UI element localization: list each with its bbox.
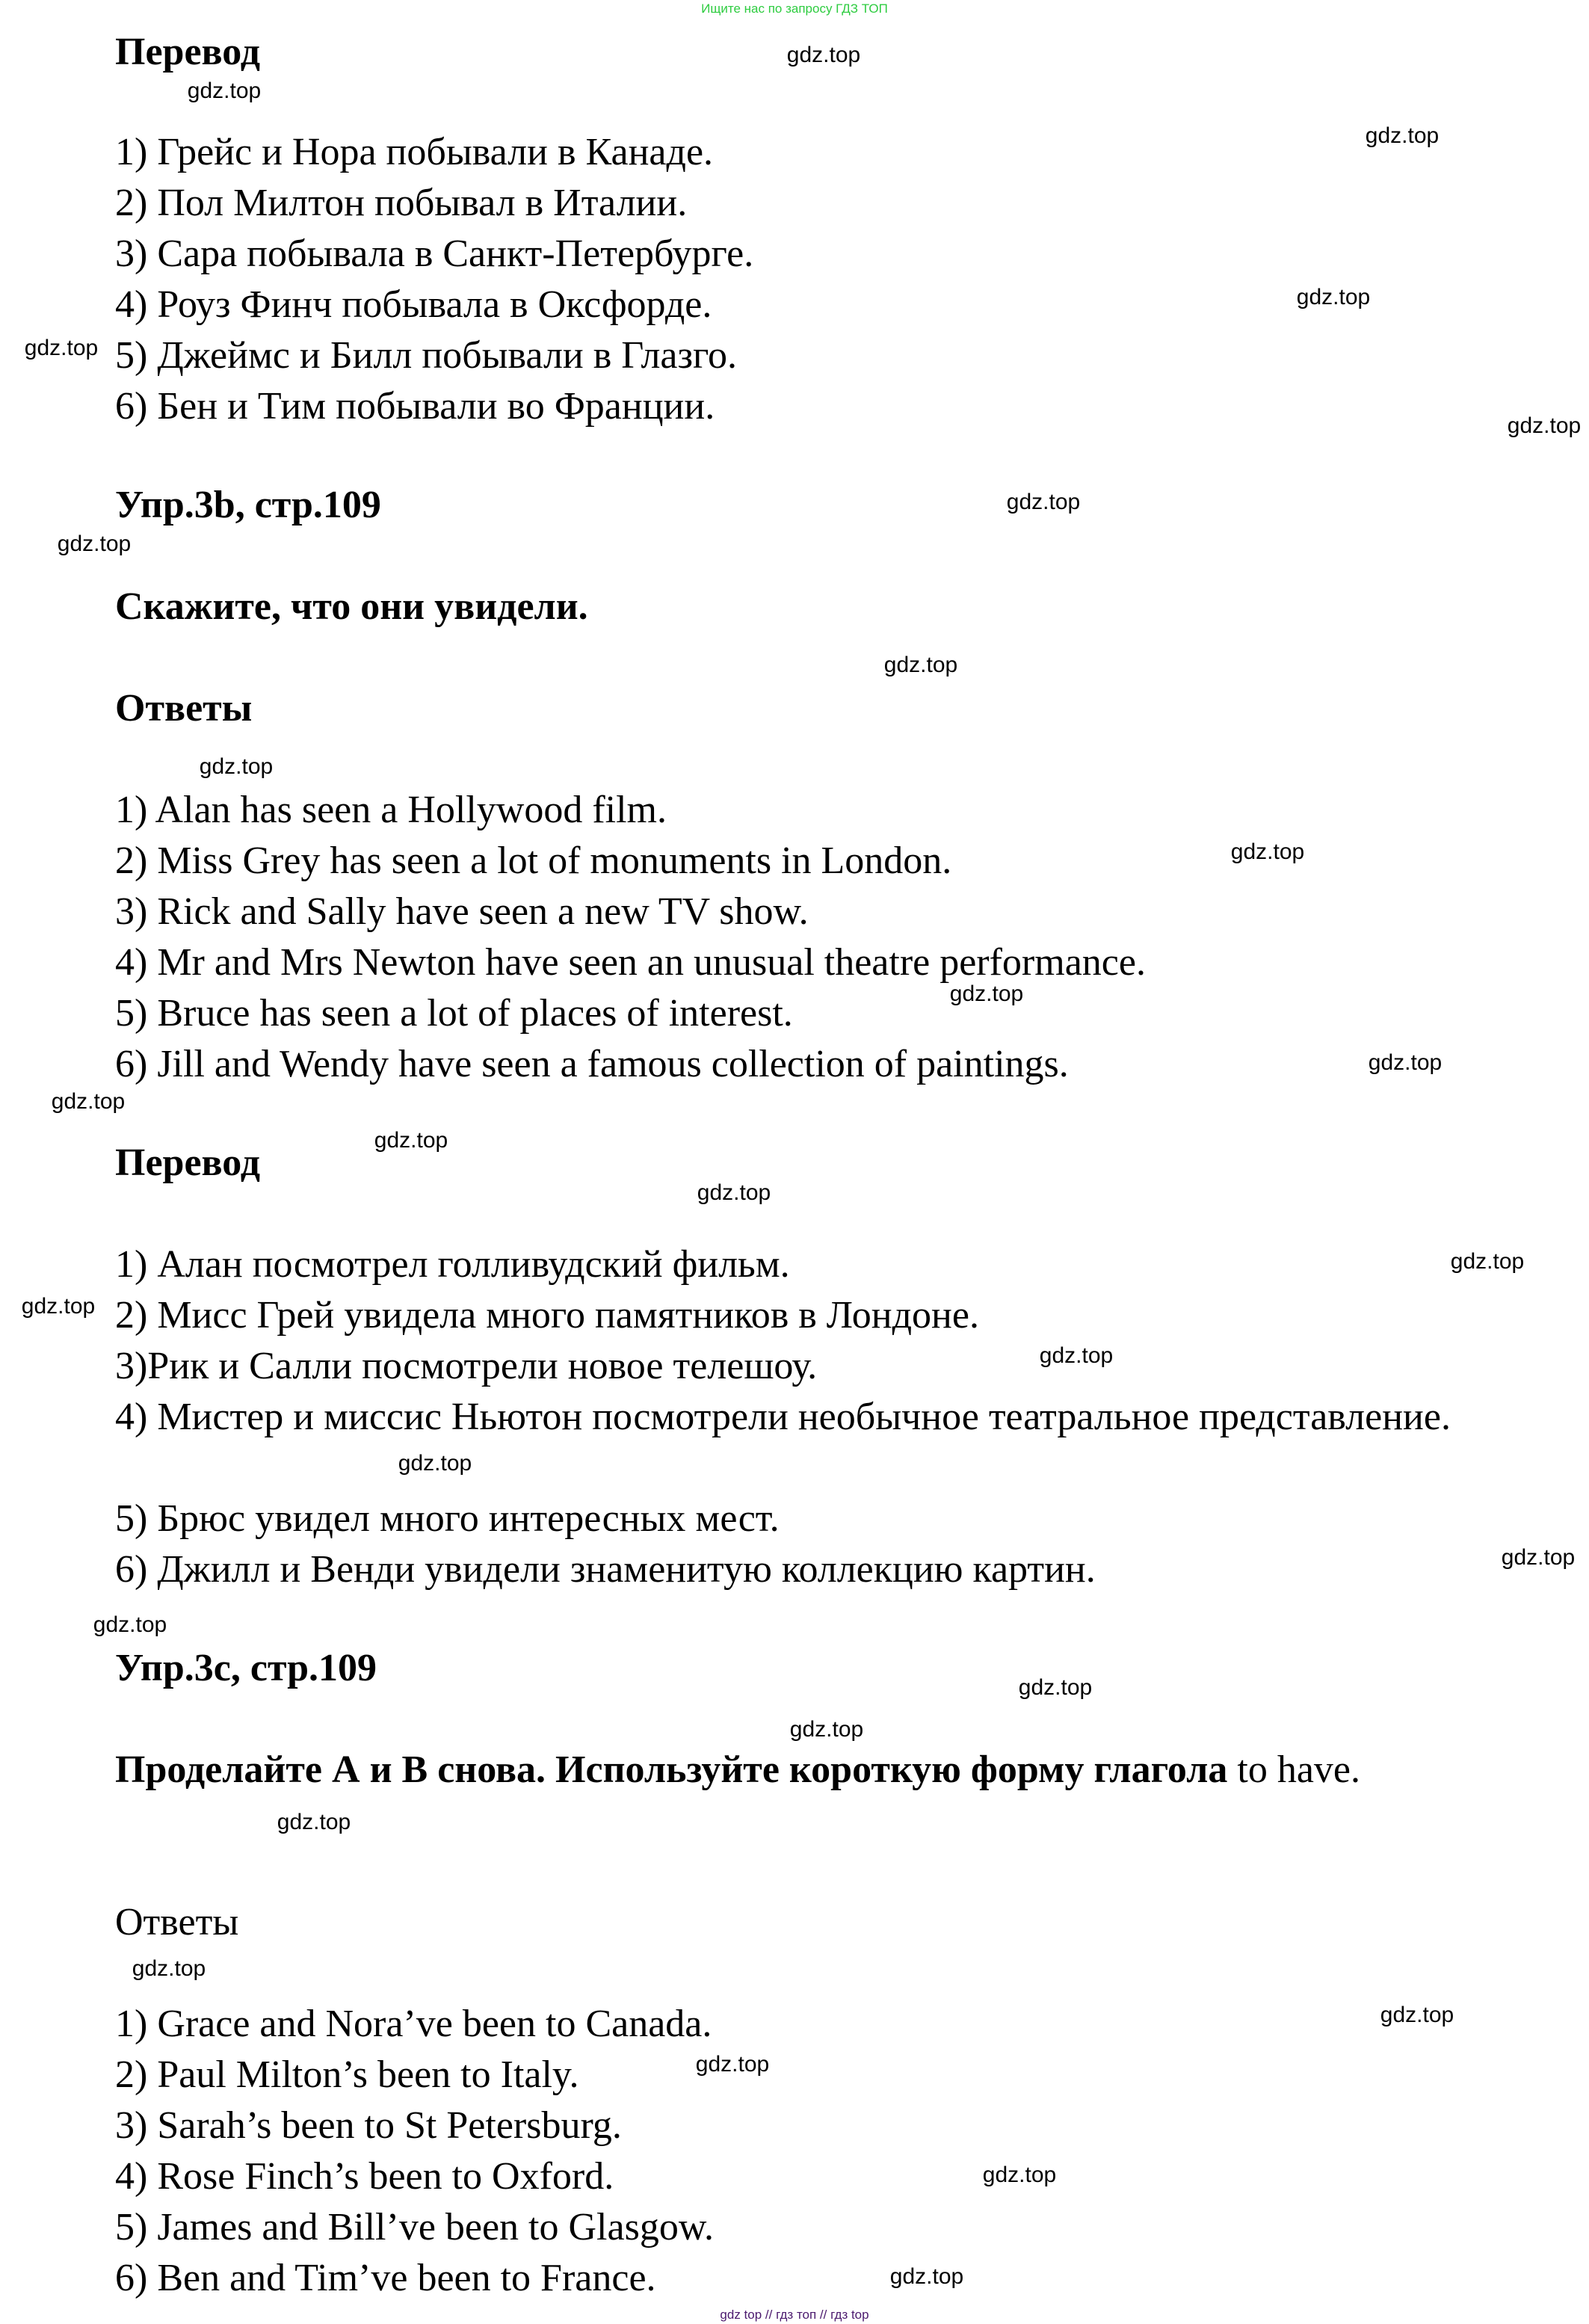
heading-ex3b: Упр.3b, стр.109 [115,484,381,526]
watermark: gdz.top [132,1956,206,1981]
answer-line: 5) James and Bill’ve been to Glasgow. [115,2206,714,2249]
watermark: gdz.top [1450,1249,1525,1274]
watermark: gdz.top [889,2264,964,2289]
translation-line: 1) Алан посмотрел голливудский фильм. [115,1243,790,1286]
text-line: 5) Джеймс и Билл побывали в Глазго. [115,334,738,377]
watermark: gdz.top [883,653,958,677]
watermark: gdz.top [1507,413,1582,438]
watermark: gdz.top [1365,123,1440,148]
watermark: gdz.top [1006,490,1081,514]
watermark: gdz.top [982,2163,1057,2187]
top-banner: Ищите нас по запросу ГДЗ ТОП [701,1,888,16]
watermark: gdz.top [57,531,132,556]
watermark: gdz.top [187,78,262,103]
heading-answers-3c: Ответы [115,1901,239,1944]
answer-line: 2) Miss Grey has seen a lot of monuments in London. [115,839,952,882]
watermark: gdz.top [695,2052,770,2077]
watermark: gdz.top [199,754,274,779]
translation-line: 2) Мисс Грей увидела много памятников в Лондоне. [115,1294,979,1337]
answer-line: 2) Paul Milton’s been to Italy. [115,2053,579,2096]
heading-translation-1: Перевод [115,31,261,73]
task-bold: Проделайте А и В снова. Используйте короткую форму глагола [115,1748,1228,1791]
task-ex3b: Скажите, что они увидели. [115,585,588,628]
watermark: gdz.top [1501,1545,1576,1570]
watermark: gdz.top [697,1180,771,1205]
text-line: 1) Грейс и Нора побывали в Канаде. [115,131,714,173]
answer-line: 1) Grace and Nora’ve been to Canada. [115,2003,712,2045]
translation-line: 5) Брюс увидел много интересных мест. [115,1497,780,1540]
answer-line: 1) Alan has seen a Hollywood film. [115,789,667,831]
answer-line: 4) Mr and Mrs Newton have seen an unusual theatre performance. [115,941,1146,984]
translation-line: 3)Рик и Салли посмотрели новое телешоу. [115,1345,818,1387]
watermark: gdz.top [786,43,861,67]
watermark: gdz.top [21,1294,96,1319]
heading-answers-3b: Ответы [115,687,253,730]
watermark: gdz.top [277,1810,351,1834]
watermark: gdz.top [789,1717,864,1742]
watermark: gdz.top [93,1612,167,1637]
watermark: gdz.top [1039,1343,1114,1368]
watermark: gdz.top [1380,2003,1454,2027]
answer-line: 3) Rick and Sally have seen a new TV show. [115,890,809,933]
text-line: 2) Пол Милтон побывал в Италии. [115,182,688,224]
text-line: 4) Роуз Финч побывала в Оксфорде. [115,283,712,326]
watermark: gdz.top [374,1128,448,1153]
watermark: gdz.top [51,1089,126,1114]
task-ex3c [25,1745,1495,1796]
heading-translation-2: Перевод [115,1141,261,1184]
task-plain: to have. [1227,1748,1361,1791]
watermark: gdz.top [398,1451,472,1476]
watermark: gdz.top [1018,1675,1093,1700]
answer-line: 3) Sarah’s been to St Petersburg. [115,2104,622,2147]
translation-line: 6) Джилл и Венди увидели знаменитую коллекцию картин. [115,1548,1096,1591]
answer-line: 4) Rose Finch’s been to Oxford. [115,2155,614,2198]
answer-line: 6) Ben and Tim’ve been to France. [115,2257,656,2299]
watermark: gdz.top [1296,285,1371,309]
watermark: gdz.top [1368,1050,1443,1075]
answer-line: 5) Bruce has seen a lot of places of interest. [115,992,793,1035]
bottom-banner: gdz top // гдз топ // гдз top [720,2308,869,2322]
heading-ex3c: Упр.3c, стр.109 [115,1647,377,1689]
watermark: gdz.top [24,336,99,360]
watermark: gdz.top [1230,839,1305,864]
watermark: gdz.top [949,981,1024,1006]
translation-line: 4) Мистер и миссис Ньютон посмотрели необычное театральное представление. [115,1396,1451,1438]
answer-line: 6) Jill and Wendy have seen a famous collection of paintings. [115,1043,1069,1085]
text-line: 3) Сара побывала в Санкт-Петербурге. [115,232,754,275]
text-line: 6) Бен и Тим побывали во Франции. [115,385,715,428]
